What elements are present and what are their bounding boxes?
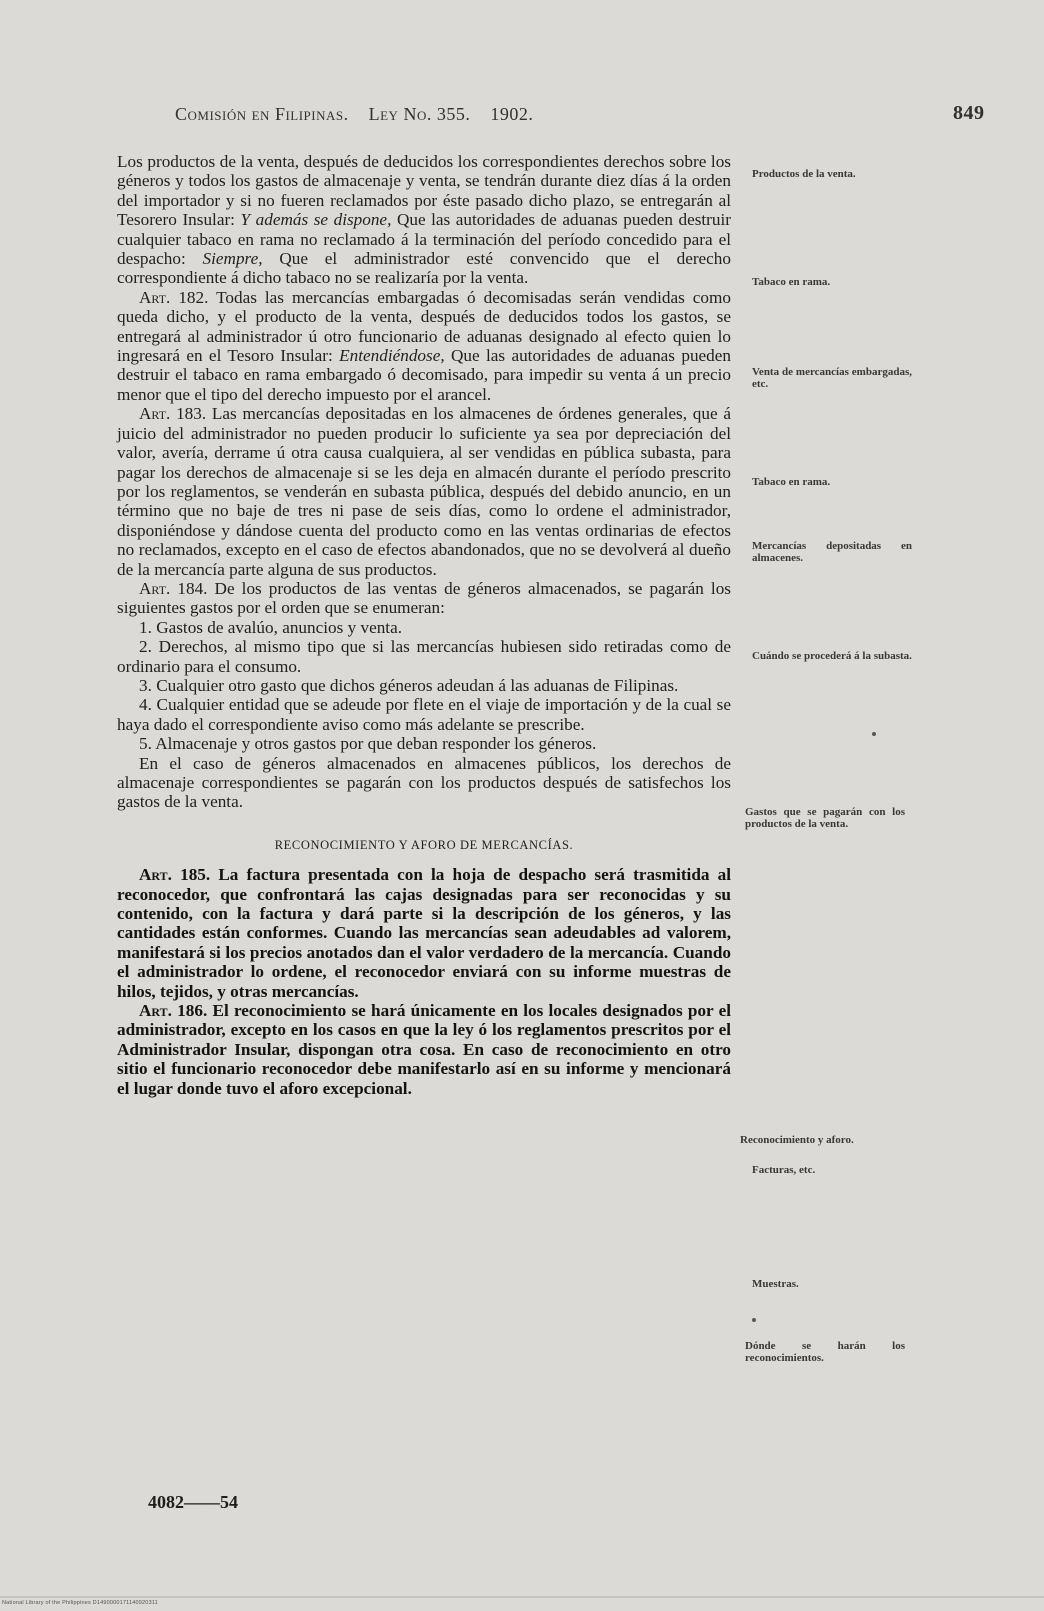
list-item: 4. Cualquier entidad que se adeude por flete en el viaje de importación y de la cual se haya dado el correspondiente aviso como más adelante se prescribe. bbox=[117, 695, 731, 734]
list-item: 1. Gastos de avalúo, anuncios y venta. bbox=[139, 617, 402, 637]
header-law: Ley No. 355. bbox=[368, 104, 471, 124]
scan-edge bbox=[0, 1596, 1044, 1598]
paragraph-public-warehouses: En el caso de géneros almacenados en almacenes públicos, los derechos de almacenaje correspondientes se pagarán con los productos después de satisfechos los gastos de la venta. bbox=[117, 753, 731, 812]
article-185: Art. 185. La factura presentada con la hoja de despacho será trasmitida al reconocedor, que confrontará las cajas designadas para ser reconocidas y su contenido, con la factura y dará parte si la descripción de los géneros, y las cantidades están conformes. Cuando las mercancías sean adeudables ad valorem, manifestará si los precios anotados dan el valor verdadero de la mercancía. Cuando el administrador lo ordene, el reconocedor enviará con su informe muestras de hilos, tejidos, y otras mercancías. bbox=[117, 865, 731, 1001]
header-title: Comisión en Filipinas. bbox=[175, 104, 349, 124]
margin-note: Cuándo se procederá á la subasta. bbox=[752, 650, 912, 662]
article-183: Art. 183. Las mercancías depositadas en los almacenes de órdenes generales, que á juicio del administrador no pueden producir lo suficiente ya sea por depreciación del valor, avería, derrame ú otra causa cualquiera, al ser vendidas en pública subasta, para pagar los derechos de almacenaje si se les deja en almacén durante el período prescrito por los reglamentos, se venderán en subasta pública, después del debido anuncio, en un término que no baje de tres ni pase de seis días, como lo ordene el administrador, disponiéndose y dándose cuenta del producto como en las ventas ordinarias de efectos no reclamados, excepto en el caso de efectos abandonados, que no se devolverá al dueño de la mercancía parte alguna de sus productos. bbox=[117, 404, 732, 579]
running-header bbox=[175, 102, 985, 125]
main-text bbox=[117, 152, 731, 1098]
bold-section bbox=[117, 865, 731, 1098]
margin-note: Productos de la venta. bbox=[752, 168, 856, 180]
margin-note: Tabaco en rama. bbox=[752, 476, 831, 488]
margin-note: Reconocimiento y aforo. bbox=[740, 1134, 854, 1146]
margin-note: Tabaco en rama. bbox=[752, 276, 831, 288]
printer-signature: 4082——54 bbox=[148, 1492, 238, 1512]
margin-note: Mercancías depositadas en almacenes. bbox=[752, 540, 912, 564]
ink-speck bbox=[752, 1318, 756, 1322]
library-credit: National Library of the Philippines D1490000171140920311 bbox=[2, 1600, 158, 1606]
paragraph-productos: Los productos de la venta, después de deducidos los correspondientes derechos sobre los géneros y todos los gastos de almacenaje y venta, se tendrán durante diez días á la orden del importador y si no fueren reclamados por éste pasado dicho plazo, se entregarán al Tesorero Insular: Y además se dispone, Que las autoridades de aduanas pueden destruir cualquier tabaco en rama no reclamado á la terminación del período concedido para el despacho: Siempre, Que el administrador esté convencido que el derecho correspondiente á dicho tabaco no se realizaría por la venta. bbox=[117, 152, 731, 288]
article-186: Art. 186. El reconocimiento se hará únicamente en los locales designados por el administrador, excepto en los casos en que la ley ó los reglamentos prescritos por el Administrador Insular, dispongan otra cosa. En caso de reconocimiento en otro sitio el funcionario reconocedor debe manifestarlo así en su informe y mencionará el lugar donde tuvo el aforo excepcional. bbox=[117, 1001, 731, 1098]
margin-note: Muestras. bbox=[752, 1278, 799, 1290]
list-item: 3. Cualquier otro gasto que dichos géneros adeudan á las aduanas de Filipinas. bbox=[139, 675, 679, 695]
ink-speck bbox=[872, 732, 876, 736]
page-number: 849 bbox=[953, 102, 985, 124]
section-heading: RECONOCIMIENTO Y AFORO DE MERCANCÍAS. bbox=[274, 837, 574, 852]
margin-note: Gastos que se pagarán con los productos de la venta. bbox=[745, 806, 905, 830]
margin-note: Venta de mercancías embargadas, etc. bbox=[752, 366, 912, 390]
margin-note: Dónde se harán los reconocimientos. bbox=[745, 1340, 905, 1364]
header-year: 1902. bbox=[490, 104, 534, 124]
list-item: 5. Almacenaje y otros gastos por que deban responder los géneros. bbox=[139, 734, 597, 754]
article-182: Art. 182. Todas las mercancías embargadas ó decomisadas serán vendidas como queda dicho, y el producto de la venta, después de deducidos todos los gastos, se entregará al administrador ú otro funcionario de aduanas designado al efecto quien lo ingresará en el Tesoro Insular: Entendiéndose, Que las autoridades de aduanas pueden destruir el tabaco en rama embargado ó decomisado, para impedir su venta á un precio menor que el tipo del derecho impuesto por el arancel. bbox=[117, 287, 731, 404]
margin-note: Facturas, etc. bbox=[752, 1164, 816, 1176]
article-184: Art. 184. De los productos de las ventas de géneros almacenados, se pagarán los siguientes gastos por el orden que se enumeran: bbox=[117, 578, 731, 618]
list-item: 2. Derechos, al mismo tipo que si las mercancías hubiesen sido retiradas como de ordinario para el consumo. bbox=[117, 637, 731, 676]
